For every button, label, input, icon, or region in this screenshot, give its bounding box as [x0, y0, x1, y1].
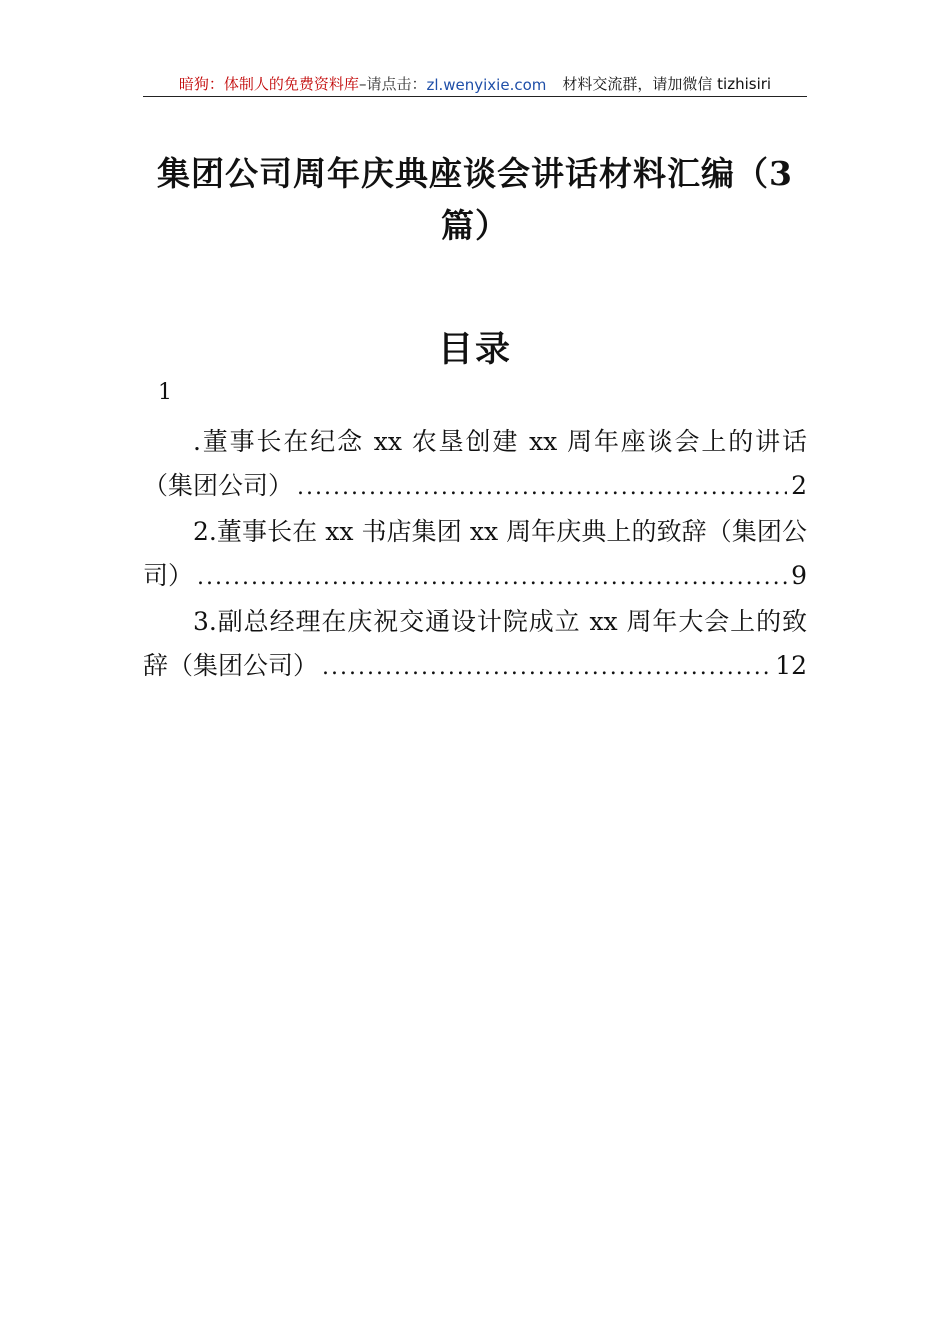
- toc-entry-title-line2-row: [143, 464, 807, 510]
- toc-entry[interactable]: [143, 420, 807, 510]
- toc-entry-title-line1: 3.副总经理在庆祝交通设计院成立 xx 周年大会上的致: [193, 607, 807, 636]
- toc-entry-title-line2: 司）: [143, 561, 194, 590]
- toc-leader-dots: [197, 556, 787, 600]
- page-header: [143, 70, 807, 97]
- header-link[interactable]: zl.wenyixie.com: [426, 76, 547, 94]
- toc-heading: 目录: [437, 329, 512, 370]
- toc-entry[interactable]: [143, 600, 807, 690]
- toc-entry-title-line1: .董事长在纪念 xx 农垦创建 xx 周年座谈会上的讲话: [193, 427, 807, 456]
- toc-leader-dots: [322, 646, 771, 690]
- header-group-text: 材料交流群，请加微信 tizhisiri: [562, 75, 772, 93]
- toc-entry-title-line2: （集团公司）: [143, 471, 294, 500]
- header-click-text: –请点击：: [358, 75, 427, 93]
- table-of-contents: [143, 420, 807, 690]
- toc-leader-dots: [297, 466, 787, 510]
- toc-entry-title-line2-row: [143, 554, 807, 600]
- toc-entry-title-line2-row: [143, 644, 807, 690]
- header-promo-text: 暗狗：体制人的免费资料库: [178, 75, 359, 93]
- toc-entry-title-line2: 辞（集团公司）: [143, 651, 319, 680]
- toc-stray-number: 1: [158, 380, 172, 405]
- document-title: 集团公司周年庆典座谈会讲话材料汇编（3篇）: [157, 154, 793, 245]
- toc-entry-title-line1: 2.董事长在 xx 书店集团 xx 周年庆典上的致辞（集团公: [193, 517, 807, 546]
- toc-entry-page: 2: [791, 471, 807, 500]
- toc-entry-page: 9: [791, 561, 807, 590]
- toc-entry-page: 12: [775, 651, 807, 680]
- toc-entry[interactable]: [143, 510, 807, 600]
